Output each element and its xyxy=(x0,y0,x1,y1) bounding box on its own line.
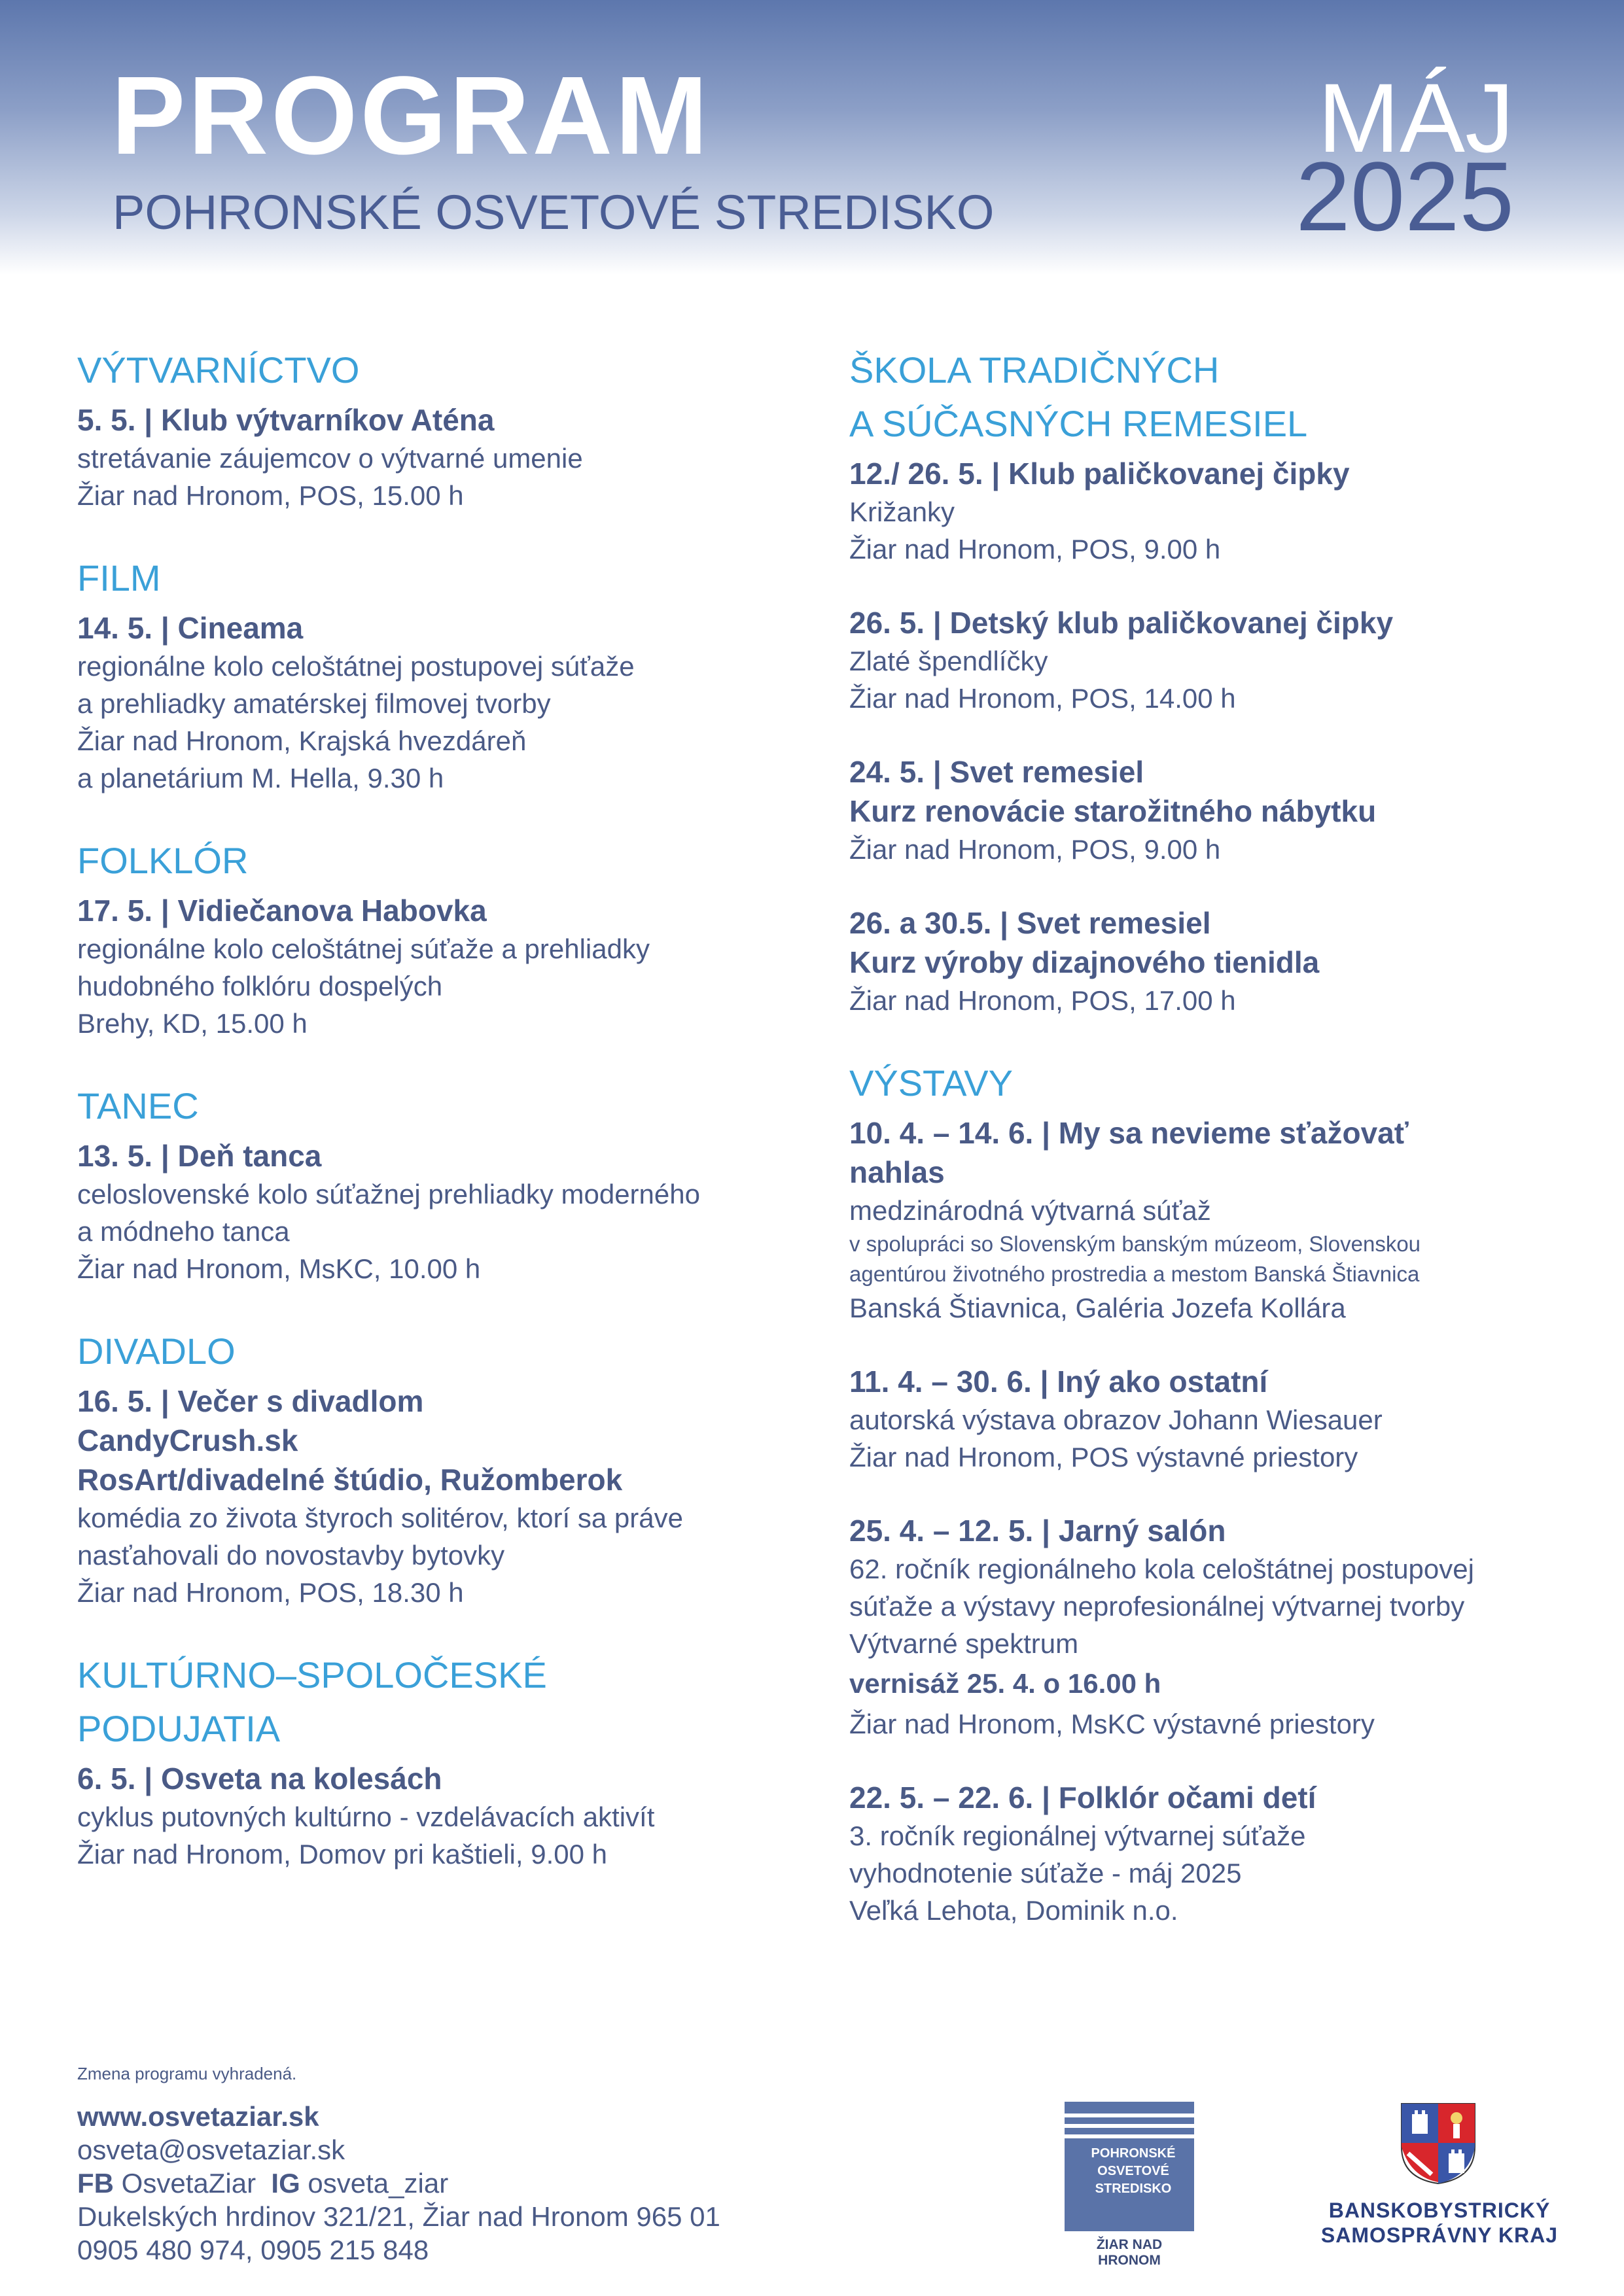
month-label: MÁJ xyxy=(1318,63,1514,173)
event-item xyxy=(849,1362,1556,1476)
footer-contacts xyxy=(77,2061,720,2267)
email-link[interactable]: osveta@osvetaziar.sk xyxy=(77,2134,345,2165)
event-heading: 22. 5. – 22. 6. | Folklór očami detí xyxy=(849,1781,1316,1815)
section-title: FOLKLÓR xyxy=(77,840,249,881)
bbsk-logo-text xyxy=(1302,2198,1577,2248)
program-section xyxy=(849,1060,1556,1929)
event-item xyxy=(849,603,1556,717)
program-section xyxy=(77,347,790,514)
pos-logo-line-1: POHRONSKÉ xyxy=(1091,2146,1176,2161)
event-detail: celoslovenské kolo súťažnej prehliadky moderného xyxy=(77,1179,700,1209)
event-item xyxy=(77,400,790,514)
event-detail: Žiar nad Hronom, POS, 17.00 h xyxy=(849,985,1236,1016)
event-detail: Žiar nad Hronom, MsKC výstavné priestory xyxy=(849,1709,1375,1739)
section-title: FILM xyxy=(77,557,161,599)
event-item xyxy=(849,1113,1556,1327)
instagram-link[interactable]: osveta_ziar xyxy=(308,2168,449,2199)
event-heading: 6. 5. | Osveta na kolesách xyxy=(77,1762,442,1796)
year-label: 2025 xyxy=(1296,141,1514,251)
facebook-link[interactable]: OsvetaZiar xyxy=(121,2168,256,2199)
event-detail: Žiar nad Hronom, POS výstavné priestory xyxy=(849,1442,1358,1472)
page-title: PROGRAM xyxy=(111,54,711,178)
program-section xyxy=(849,347,1556,1019)
left-column xyxy=(77,347,790,1913)
event-heading: 25. 4. – 12. 5. | Jarný salón xyxy=(849,1514,1226,1548)
event-detail: Žiar nad Hronom, POS, 9.00 h xyxy=(849,534,1221,565)
event-item xyxy=(77,1382,790,1611)
event-heading: Kurz renovácie starožitného nábytku xyxy=(849,794,1377,828)
event-heading: 13. 5. | Deň tanca xyxy=(77,1139,322,1173)
right-column xyxy=(849,347,1556,1970)
event-heading: 17. 5. | Vidiečanova Habovka xyxy=(77,894,487,928)
website-link[interactable]: www.osvetaziar.sk xyxy=(77,2101,319,2132)
event-detail: Križanky xyxy=(849,496,955,527)
section-title: A SÚČASNÝCH REMESIEL xyxy=(849,403,1308,444)
event-detail: a módneho tanca xyxy=(77,1216,290,1247)
event-heading: 5. 5. | Klub výtvarníkov Aténa xyxy=(77,403,495,437)
event-heading: 26. 5. | Detský klub paličkovanej čipky xyxy=(849,606,1394,640)
event-heading: nahlas xyxy=(849,1155,945,1189)
event-detail: stretávanie záujemcov o výtvarné umenie xyxy=(77,443,583,474)
bbsk-line-2: SAMOSPRÁVNY KRAJ xyxy=(1320,2223,1559,2247)
event-detail: súťaže a výstavy neprofesionálnej výtvarnej tvorby xyxy=(849,1591,1465,1622)
section-title: ŠKOLA TRADIČNÝCH xyxy=(849,349,1220,391)
section-title: VÝSTAVY xyxy=(849,1062,1014,1104)
pos-logo-line-3: STREDISKO xyxy=(1095,2182,1172,2196)
event-detail: Žiar nad Hronom, Krajská hvezdáreň xyxy=(77,725,527,756)
event-heading: 26. a 30.5. | Svet remesiel xyxy=(849,906,1211,940)
section-title: TANEC xyxy=(77,1085,199,1126)
event-detail: vyhodnotenie súťaže - máj 2025 xyxy=(849,1858,1242,1888)
ig-label: IG xyxy=(271,2168,300,2199)
event-detail: cyklus putovných kultúrno - vzdelávacích aktivít xyxy=(77,1801,655,1832)
event-detail: Banská Štiavnica, Galéria Jozefa Kollára xyxy=(849,1293,1346,1323)
program-change-note: Zmena programu vyhradená. xyxy=(77,2064,297,2083)
event-detail: Žiar nad Hronom, Domov pri kaštieli, 9.00 h xyxy=(77,1839,607,1870)
event-detail: Žiar nad Hronom, POS, 14.00 h xyxy=(849,683,1236,714)
program-section xyxy=(77,1652,790,1873)
section-title: DIVADLO xyxy=(77,1331,236,1372)
header-banner xyxy=(0,0,1624,275)
event-item xyxy=(849,903,1556,1019)
event-detail: Brehy, KD, 15.00 h xyxy=(77,1008,308,1039)
event-detail: 62. ročník regionálneho kola celoštátnej postupovej xyxy=(849,1554,1474,1584)
program-section xyxy=(77,555,790,797)
event-detail: a prehliadky amatérskej filmovej tvorby xyxy=(77,688,551,719)
event-detail: Žiar nad Hronom, POS, 18.30 h xyxy=(77,1577,464,1608)
postal-address: Dukelských hrdinov 321/21, Žiar nad Hronom 965 01 xyxy=(77,2201,720,2232)
event-detail: regionálne kolo celoštátnej súťaže a prehliadky xyxy=(77,933,650,964)
pos-logo-caption: ŽIAR NAD HRONOM xyxy=(1096,2237,1163,2268)
event-detail: Žiar nad Hronom, MsKC, 10.00 h xyxy=(77,1253,481,1284)
program-section xyxy=(77,1328,790,1611)
event-heading: 16. 5. | Večer s divadlom xyxy=(77,1384,424,1418)
event-item xyxy=(77,1136,790,1287)
bbsk-crest-icon xyxy=(1399,2101,1477,2186)
event-heading: CandyCrush.sk xyxy=(77,1423,298,1457)
pos-logo-line-2: OSVETOVÉ xyxy=(1097,2164,1169,2178)
event-detail: Žiar nad Hronom, POS, 9.00 h xyxy=(849,834,1221,865)
event-detail: Zlaté špendlíčky xyxy=(849,646,1048,676)
event-heading: 14. 5. | Cineama xyxy=(77,611,304,645)
event-highlight: vernisáž 25. 4. o 16.00 h xyxy=(849,1668,1161,1699)
event-detail: medzinárodná výtvarná súťaž xyxy=(849,1195,1211,1226)
section-title: PODUJATIA xyxy=(77,1708,281,1749)
event-detail: Výtvarné spektrum xyxy=(849,1628,1079,1659)
pos-logo xyxy=(1065,2102,1194,2231)
event-detail: komédia zo života štyroch solitérov, ktorí sa práve xyxy=(77,1503,683,1533)
program-section xyxy=(77,837,790,1042)
event-detail: Veľká Lehota, Dominik n.o. xyxy=(849,1895,1178,1926)
event-item xyxy=(77,891,790,1042)
event-detail: hudobného folklóru dospelých xyxy=(77,971,443,1001)
social-links xyxy=(77,2166,720,2200)
phone-numbers: 0905 480 974, 0905 215 848 xyxy=(77,2235,429,2265)
event-item xyxy=(849,752,1556,868)
event-heading: 10. 4. – 14. 6. | My sa nevieme sťažovať xyxy=(849,1116,1409,1150)
event-heading: Kurz výroby dizajnového tienidla xyxy=(849,945,1320,979)
event-heading: 11. 4. – 30. 6. | Iný ako ostatní xyxy=(849,1365,1268,1399)
event-detail: regionálne kolo celoštátnej postupovej súťaže xyxy=(77,651,635,682)
section-title: KULTÚRNO–SPOLOČESKÉ xyxy=(77,1654,547,1696)
event-detail: Žiar nad Hronom, POS, 15.00 h xyxy=(77,480,464,511)
organization-name: POHRONSKÉ OSVETOVÉ STREDISKO xyxy=(113,185,995,239)
event-item xyxy=(849,1778,1556,1929)
event-heading: RosArt/divadelné štúdio, Ružomberok xyxy=(77,1463,623,1497)
event-detail: v spolupráci so Slovenským banským múzeom, Slovenskou xyxy=(849,1232,1421,1256)
event-item xyxy=(77,608,790,797)
event-item xyxy=(77,1759,790,1873)
event-detail: agentúrou životného prostredia a mestom Banská Štiavnica xyxy=(849,1262,1420,1286)
event-detail: nasťahovali do novostavby bytovky xyxy=(77,1540,505,1571)
event-detail: 3. ročník regionálnej výtvarnej súťaže xyxy=(849,1820,1306,1851)
event-detail: a planetárium M. Hella, 9.30 h xyxy=(77,763,444,793)
event-heading: 12./ 26. 5. | Klub paličkovanej čipky xyxy=(849,457,1350,491)
event-heading: 24. 5. | Svet remesiel xyxy=(849,755,1144,789)
event-item xyxy=(849,454,1556,568)
event-detail: autorská výstava obrazov Johann Wiesauer xyxy=(849,1404,1383,1435)
section-title: VÝTVARNÍCTVO xyxy=(77,349,360,391)
fb-label: FB xyxy=(77,2168,114,2199)
bbsk-line-1: BANSKOBYSTRICKÝ xyxy=(1328,2199,1551,2222)
program-section xyxy=(77,1083,790,1287)
event-item xyxy=(849,1511,1556,1743)
